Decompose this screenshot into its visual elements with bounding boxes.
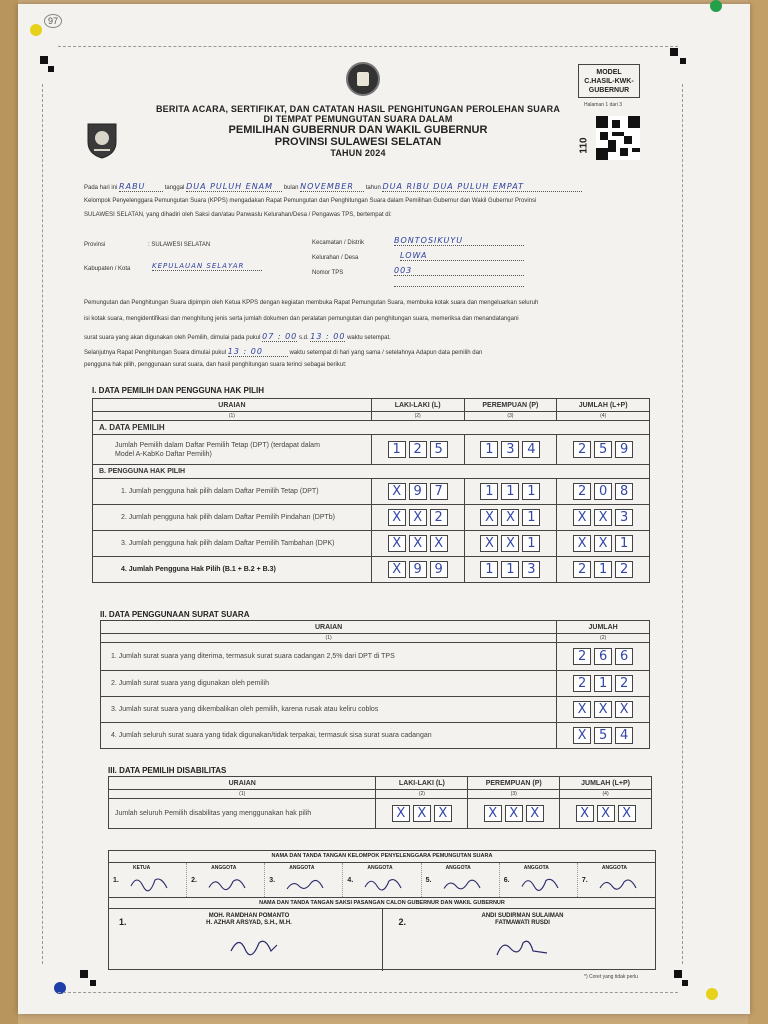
s1-a-perempuan — [464, 435, 557, 465]
s2-num-2: (2) — [557, 634, 650, 643]
title-line-2: DI TEMPAT PEMUNGUTAN SUARA DALAM — [263, 114, 453, 124]
s1-b-row-4-label: 4. Jumlah Pengguna Hak Pilih (B.1 + B.2 + B.3) — [121, 566, 276, 573]
label-bulan: bulan — [283, 185, 299, 191]
digit-box: 2 — [573, 441, 591, 458]
saksi-1-name-1: MOH. RAMDHAN POMANTO — [208, 913, 290, 919]
digit-box: 6 — [594, 648, 612, 665]
registration-mark — [680, 58, 686, 64]
paragraph-line-3b: waktu setempat. — [347, 335, 391, 341]
digit-box: 1 — [522, 483, 540, 500]
section-1-title: I. DATA PEMILIH DAN PENGGUNA HAK PILIH — [92, 386, 264, 395]
digit-box: 7 — [430, 483, 448, 500]
model-line-1: MODEL — [596, 69, 622, 76]
digit-boxes — [557, 675, 649, 692]
s1-b3-perempuan — [464, 531, 557, 557]
s2-col-jumlah: JUMLAH — [557, 621, 650, 634]
wall-left — [0, 0, 18, 1024]
time-start: 07 : 00 — [262, 332, 298, 341]
s1-b4-laki — [371, 557, 464, 583]
digit-box: X — [576, 805, 594, 822]
s1-b1-perempuan — [464, 479, 557, 505]
paragraph-line-3 — [84, 332, 391, 341]
digit-boxes — [372, 441, 464, 458]
digit-box: 1 — [522, 509, 540, 526]
form-sheet — [18, 4, 750, 1014]
kpps-signature — [283, 872, 327, 894]
kpps-role-label: KETUA — [133, 865, 151, 871]
digit-box: X — [594, 509, 612, 526]
corner-label: 97 — [44, 14, 62, 28]
value-bulan: NOVEMBER — [300, 182, 364, 192]
section-2-table — [100, 620, 650, 749]
digit-box: X — [594, 701, 612, 718]
model-line-2: C.HASIL-KWK- — [584, 78, 634, 85]
digit-box: 9 — [409, 483, 427, 500]
intro-line-2: Kelompok Penyelenggara Pemungutan Suara (KPPS) mengadakan Rapat Pemungutan dan Penghitungan Suara dalam Pemilihan Gubernur dan Wakil Gubernur Provinsi — [84, 198, 537, 204]
s1-b2-laki — [371, 505, 464, 531]
digit-box: X — [409, 535, 427, 552]
paragraph-line-2: isi kotak suara, mengidentifikasi dan menghitung jenis serta jumlah dokumen dan peralatan pemungutan dan penghitungan suara, memeriksa dan menandatangani — [84, 316, 519, 322]
s1-b1-jumlah — [557, 479, 650, 505]
s3-num-4: (4) — [560, 790, 652, 799]
signature-block — [108, 850, 656, 970]
s3-col-uraian: URAIAN — [109, 777, 376, 790]
kecamatan-value: BONTOSIKUYU — [394, 236, 524, 246]
paragraph-line-1: Pemungutan dan Penghitungan Suara dipimpin oleh Ketua KPPS dengan kegiatan membuka Rapat Pemungutan Suara, membuka kotak suara dan mengeluarkan seluruh — [84, 300, 539, 306]
digit-box: X — [388, 483, 406, 500]
saksi-1-cell — [109, 909, 383, 971]
digit-box: 2 — [409, 441, 427, 458]
s1-a-jumlah — [557, 435, 650, 465]
s1-b2-jumlah — [557, 505, 650, 531]
cut-line — [58, 992, 678, 993]
s3-row — [109, 799, 376, 829]
provinsi-value: : SULAWESI SELATAN — [148, 242, 211, 248]
title-line-3: PEMILIHAN GUBERNUR DAN WAKIL GUBERNUR — [228, 124, 488, 136]
province-emblem — [84, 120, 120, 160]
s2-row-2-jumlah — [557, 671, 650, 697]
digit-boxes — [465, 441, 557, 458]
vertical-code: 110 — [578, 137, 590, 154]
s3-jumlah — [560, 799, 652, 829]
s1-col-uraian: URAIAN — [93, 399, 372, 412]
kpu-logo — [346, 62, 380, 96]
digit-boxes — [557, 561, 649, 578]
s2-row-4-label: 4. Jumlah seluruh surat suara yang tidak digunakan/tidak terpakai, termasuk sisa surat suara cadangan — [111, 732, 432, 739]
digit-box: X — [618, 805, 636, 822]
digit-boxes — [560, 805, 651, 822]
sd-label: s.d. — [298, 335, 309, 341]
tps-value: 003 — [394, 266, 524, 276]
value-hari: RABU — [119, 182, 163, 192]
value-tanggal: DUA PULUH ENAM — [186, 182, 282, 192]
s1-col-laki: LAKI-LAKI (L) — [371, 399, 464, 412]
s2-row-1-jumlah — [557, 643, 650, 671]
digit-boxes — [372, 535, 464, 552]
digit-boxes — [372, 483, 464, 500]
model-box — [578, 64, 640, 98]
digit-boxes — [372, 509, 464, 526]
s3-col-laki: LAKI-LAKI (L) — [376, 777, 468, 790]
digit-box: X — [573, 509, 591, 526]
s2-row-1 — [101, 643, 557, 671]
kpps-member-num: 1. — [113, 877, 119, 884]
digit-boxes — [557, 483, 649, 500]
kpps-member-1 — [109, 863, 187, 897]
s1-b-row-3-label: 3. Jumlah pengguna hak pilih dalam Daftar Pemilih Tambahan (DPK) — [121, 540, 335, 547]
saksi-2-name-1: ANDI SUDIRMAN SULAIMAN — [481, 913, 564, 919]
s1-a-row-label — [93, 435, 372, 465]
section-3-title: III. DATA PEMILIH DISABILITAS — [108, 766, 227, 775]
kabupaten-label: Kabupaten / Kota — [84, 266, 131, 272]
digit-box: 2 — [430, 509, 448, 526]
kpps-member-6 — [500, 863, 578, 897]
s2-row-3-jumlah — [557, 697, 650, 723]
digit-box: X — [430, 535, 448, 552]
digit-box: X — [413, 805, 431, 822]
qr-code — [596, 116, 640, 160]
s1-b-row-1 — [93, 479, 372, 505]
kpps-signature — [518, 872, 562, 894]
cut-line — [58, 46, 678, 47]
s2-row-3-label: 3. Jumlah surat suara yang dikembalikan oleh pemilih, karena rusak atau keliru coblos — [111, 706, 379, 713]
kpps-role-label: ANGGOTA — [445, 865, 471, 871]
kpps-signature — [205, 872, 249, 894]
kpps-member-5 — [422, 863, 500, 897]
digit-box: 1 — [501, 483, 519, 500]
saksi-2-name-2: FATMAWATI RUSDI — [495, 920, 550, 926]
kpps-member-2 — [187, 863, 265, 897]
label-tanggal: tanggal — [164, 185, 185, 191]
digit-boxes — [376, 805, 467, 822]
saksi-2-cell — [383, 909, 656, 971]
digit-boxes — [465, 483, 557, 500]
digit-box: X — [480, 535, 498, 552]
kpps-member-num: 4. — [347, 877, 354, 884]
digit-box: X — [597, 805, 615, 822]
kpps-role-label: ANGGOTA — [523, 865, 549, 871]
digit-box: X — [388, 509, 406, 526]
digit-box: X — [501, 535, 519, 552]
s1-b-row-2-label: 2. Jumlah pengguna hak pilih dalam Daftar Pemilih Pindahan (DPTb) — [121, 514, 336, 521]
kpps-member-4 — [343, 863, 421, 897]
s1-num-4: (4) — [557, 412, 650, 421]
s1-b-row-3 — [93, 531, 372, 557]
s1-b3-laki — [371, 531, 464, 557]
paragraph-line-4c: Adapun data pemilih dan — [415, 350, 483, 356]
digit-boxes — [557, 727, 649, 744]
s2-row-4-jumlah — [557, 723, 650, 749]
section-3-table — [108, 776, 652, 829]
cut-line — [682, 84, 683, 964]
digit-box: 0 — [594, 483, 612, 500]
digit-box: X — [434, 805, 452, 822]
s1-b-title: B. PENGGUNA HAK PILIH — [93, 465, 650, 479]
saksi-2-signature — [493, 935, 553, 961]
s1-num-1: (1) — [93, 412, 372, 421]
digit-box: 1 — [615, 535, 633, 552]
kpps-member-num: 2. — [191, 877, 197, 884]
label-tahun: tahun — [365, 185, 381, 191]
digit-box: X — [392, 805, 410, 822]
yellow-pin-icon — [706, 988, 718, 1000]
digit-box: X — [573, 535, 591, 552]
registration-mark — [40, 56, 48, 64]
wall-right — [748, 0, 768, 1024]
digit-box: 9 — [430, 561, 448, 578]
saksi-1-signature — [225, 933, 285, 959]
digit-box: 2 — [573, 483, 591, 500]
registration-mark — [682, 980, 688, 986]
s1-col-perempuan: PEREMPUAN (P) — [464, 399, 557, 412]
digit-box: 5 — [594, 727, 612, 744]
section-2-title: II. DATA PENGGUNAAN SURAT SUARA — [100, 610, 250, 619]
kpps-member-3 — [265, 863, 343, 897]
registration-mark — [48, 66, 54, 72]
s1-a-title: A. DATA PEMILIH — [93, 421, 650, 435]
saksi-signature-title: NAMA DAN TANDA TANGAN SAKSI PASANGAN CALON GUBERNUR DAN WAKIL GUBERNUR — [109, 898, 655, 909]
kecamatan-label: Kecamatan / Distrik — [312, 240, 365, 246]
s1-b-row-2 — [93, 505, 372, 531]
s2-row-2-label: 2. Jumlah surat suara yang digunakan oleh pemilih — [111, 680, 269, 687]
s2-col-uraian: URAIAN — [101, 621, 557, 634]
kpps-member-7 — [578, 863, 655, 897]
value-tahun: DUA RIBU DUA PULUH EMPAT — [382, 182, 582, 192]
label-hari: Pada hari ini — [84, 185, 118, 191]
yellow-pin-icon — [30, 24, 42, 36]
s3-laki — [376, 799, 468, 829]
footnote: *) Coret yang tidak perlu — [584, 974, 638, 980]
digit-box: 5 — [594, 441, 612, 458]
s1-num-2: (2) — [371, 412, 464, 421]
digit-box: 1 — [480, 561, 498, 578]
registration-mark — [670, 48, 678, 56]
title-line-1: BERITA ACARA, SERTIFIKAT, DAN CATATAN HASIL PENGHITUNGAN PEROLEHAN SUARA — [155, 104, 561, 114]
digit-box: 4 — [522, 441, 540, 458]
digit-boxes — [557, 648, 649, 665]
kpps-signature — [361, 872, 405, 894]
digit-box: 2 — [615, 675, 633, 692]
digit-box: X — [573, 727, 591, 744]
digit-boxes — [372, 561, 464, 578]
section-1-table — [92, 398, 650, 583]
model-line-3: GUBERNUR — [588, 87, 630, 94]
kpps-member-num: 5. — [425, 877, 432, 884]
paragraph-line-3a: surat suara yang akan digunakan oleh Pemilih, dimulai pada pukul — [84, 335, 261, 341]
tps-extra-line — [394, 286, 524, 287]
digit-box: 9 — [409, 561, 427, 578]
saksi-signature-row — [109, 909, 655, 971]
digit-box: 2 — [573, 561, 591, 578]
digit-box: X — [573, 701, 591, 718]
saksi-2-num: 2. — [398, 917, 407, 927]
saksi-1-num: 1. — [119, 917, 127, 927]
digit-box: 3 — [615, 509, 633, 526]
kpps-member-num: 6. — [503, 877, 510, 884]
digit-box: 1 — [388, 441, 406, 458]
digit-box: 1 — [480, 483, 498, 500]
s2-row-1-label: 1. Jumlah surat suara yang diterima, termasuk surat suara cadangan 2,5% dari DPT di TPS — [111, 653, 395, 660]
kpps-member-num: 7. — [581, 877, 588, 884]
kabupaten-value: KEPULAUAN SELAYAR — [152, 262, 262, 271]
digit-box: X — [501, 509, 519, 526]
digit-box: 4 — [615, 727, 633, 744]
s3-num-3: (3) — [468, 790, 560, 799]
digit-box: 3 — [522, 561, 540, 578]
s1-b4-jumlah — [557, 557, 650, 583]
s2-row-4 — [101, 723, 557, 749]
title-line-4: PROVINSI SULAWESI SELATAN — [274, 136, 442, 148]
paragraph-line-5: pengguna hak pilih, penggunaan surat suara, dan hasil penghitungan suara terinci sebagai berikut: — [84, 362, 347, 368]
s3-num-1: (1) — [109, 790, 376, 799]
kelurahan-label: Kelurahan / Desa — [312, 255, 359, 261]
time-count: 13 : 00 — [228, 347, 288, 357]
kpps-signature — [440, 872, 484, 894]
intro-line-3: SULAWESI SELATAN, yang dihadiri oleh Saksi dan/atau Panwaslu Kelurahan/Desa / Pengawas TPS, bertempat di: — [84, 212, 392, 218]
kpps-role-label: ANGGOTA — [211, 865, 237, 871]
digit-box: X — [526, 805, 544, 822]
title-line-5: TAHUN 2024 — [330, 148, 386, 158]
s1-b-row-4 — [93, 557, 372, 583]
s1-num-3: (3) — [464, 412, 557, 421]
digit-boxes — [557, 509, 649, 526]
s3-col-jumlah: JUMLAH (L+P) — [560, 777, 652, 790]
digit-boxes — [557, 535, 649, 552]
s1-col-jumlah: JUMLAH (L+P) — [557, 399, 650, 412]
digit-box: 1 — [501, 561, 519, 578]
s3-num-2: (2) — [376, 790, 468, 799]
digit-box: 1 — [594, 561, 612, 578]
s1-b1-laki — [371, 479, 464, 505]
kpps-signature-title: NAMA DAN TANDA TANGAN KELOMPOK PENYELENGGARA PEMUNGUTAN SUARA — [109, 851, 655, 863]
digit-box: X — [505, 805, 523, 822]
document-title — [148, 104, 568, 158]
s2-row-2 — [101, 671, 557, 697]
paragraph-line-4a: Selanjutnya Rapat Penghitungan Suara dimulai pukul — [84, 350, 227, 356]
digit-boxes — [465, 561, 557, 578]
s1-b3-jumlah — [557, 531, 650, 557]
digit-box: X — [480, 509, 498, 526]
digit-box: 8 — [615, 483, 633, 500]
saksi-1-name-2: H. AZHAR ARSYAD, S.H., M.H. — [206, 920, 292, 926]
s3-perempuan — [468, 799, 560, 829]
paragraph-line-4 — [84, 347, 482, 357]
s1-b-row-1-label: 1. Jumlah pengguna hak pilih dalam Daftar Pemilih Tetap (DPT) — [121, 488, 319, 495]
digit-boxes — [465, 509, 557, 526]
s1-a-row-text: Jumlah Pemilih dalam Daftar Pemilih Tetap (DPT) (terdapat dalam Model A-KabKo Daftar Pemilih) — [115, 441, 320, 458]
s1-a-laki — [371, 435, 464, 465]
kpps-role-label: ANGGOTA — [601, 865, 628, 871]
digit-box: 2 — [573, 675, 591, 692]
provinsi-label: Provinsi — [84, 242, 106, 248]
digit-boxes — [557, 701, 649, 718]
digit-box: X — [484, 805, 502, 822]
tps-label: Nomor TPS — [312, 270, 344, 276]
digit-boxes — [557, 441, 649, 458]
s3-col-perempuan: PEREMPUAN (P) — [468, 777, 560, 790]
intro-line-1 — [84, 182, 654, 192]
kpps-member-num: 3. — [269, 877, 276, 884]
green-pin-icon — [710, 0, 722, 12]
s2-num-1: (1) — [101, 634, 557, 643]
digit-box: 1 — [480, 441, 498, 458]
paragraph-line-4b: waktu setempat di hari yang sama / setelahnya — [289, 350, 415, 356]
digit-box: X — [409, 509, 427, 526]
digit-box: 6 — [615, 648, 633, 665]
s3-row-label: Jumlah seluruh Pemilih disabilitas yang menggunakan hak pilih — [115, 810, 312, 817]
digit-box: X — [388, 561, 406, 578]
kpps-role-label: ANGGOTA — [289, 865, 315, 871]
registration-mark — [674, 970, 682, 978]
digit-box: 3 — [501, 441, 519, 458]
cut-line — [42, 84, 43, 964]
kpps-signature — [596, 872, 640, 894]
digit-box: 9 — [615, 441, 633, 458]
digit-box: X — [388, 535, 406, 552]
registration-mark — [80, 970, 88, 978]
s2-row-3 — [101, 697, 557, 723]
digit-box: X — [615, 701, 633, 718]
registration-mark — [90, 980, 96, 986]
digit-box: X — [594, 535, 612, 552]
kpps-signature — [127, 872, 171, 894]
digit-box: 2 — [573, 648, 591, 665]
digit-box: 5 — [430, 441, 448, 458]
digit-box: 1 — [522, 535, 540, 552]
digit-boxes — [468, 805, 559, 822]
digit-box: 2 — [615, 561, 633, 578]
kpps-signature-row — [109, 863, 655, 898]
digit-boxes — [465, 535, 557, 552]
s1-b2-perempuan — [464, 505, 557, 531]
kelurahan-value: LOWA — [400, 251, 524, 261]
page-indicator: Halaman 1 dari 3 — [584, 102, 623, 108]
s1-b4-perempuan — [464, 557, 557, 583]
time-end: 13 : 00 — [310, 332, 346, 341]
digit-box: 1 — [594, 675, 612, 692]
kpps-role-label: ANGGOTA — [367, 865, 393, 871]
